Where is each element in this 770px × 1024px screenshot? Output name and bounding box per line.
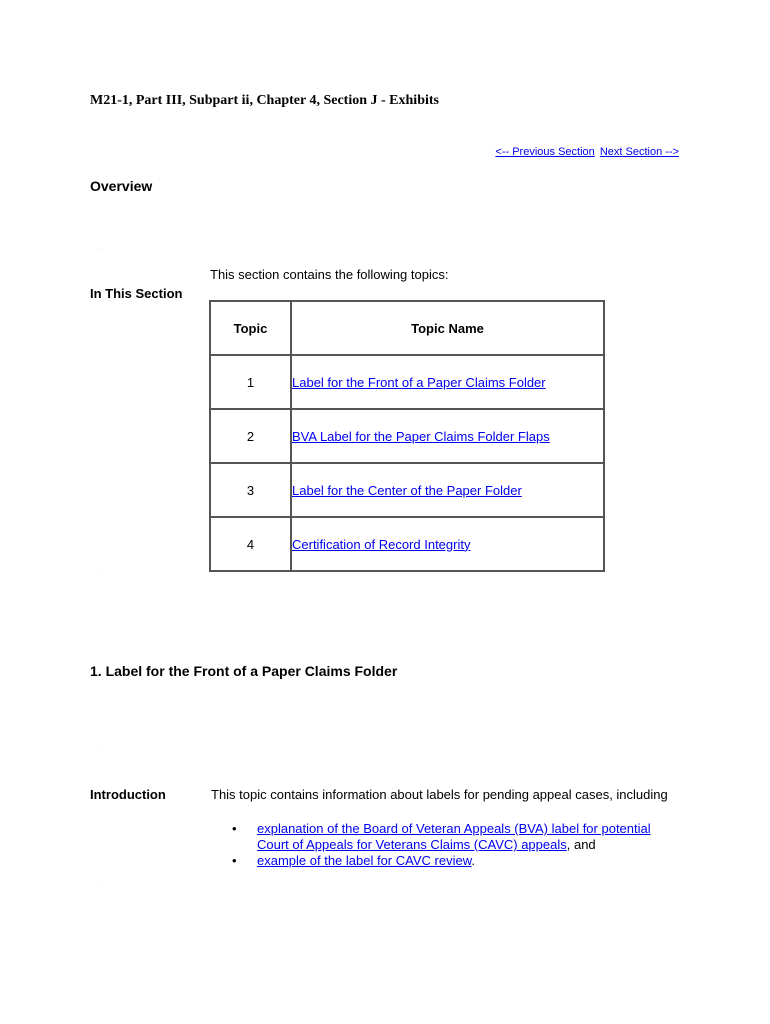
topic-number: 4 bbox=[210, 517, 291, 571]
topic-link[interactable]: Label for the Front of a Paper Claims Folder bbox=[292, 374, 546, 390]
table-row bbox=[210, 409, 604, 463]
topics-intro-text: This section contains the following topics: bbox=[210, 267, 449, 282]
separator-mark: . bbox=[100, 244, 102, 251]
separator-mark: . bbox=[100, 746, 102, 753]
topics-table bbox=[209, 300, 605, 572]
list-item-suffix: . bbox=[471, 853, 475, 868]
overview-heading: Overview bbox=[90, 178, 153, 194]
topic-name-column-header: Topic Name bbox=[291, 301, 604, 355]
link-text-line1: explanation of the Board of Veteran Appeals (BVA) label for potential bbox=[257, 821, 651, 836]
list-item-suffix: , and bbox=[566, 837, 596, 852]
topic-1-heading: 1. Label for the Front of a Paper Claims Folder bbox=[90, 663, 398, 679]
table-row bbox=[210, 517, 604, 571]
topic-number: 3 bbox=[210, 463, 291, 517]
list-item bbox=[232, 853, 651, 869]
topic-column-header: Topic bbox=[210, 301, 291, 355]
topic-name-cell bbox=[291, 517, 604, 571]
table-row bbox=[210, 463, 604, 517]
topic-name-cell bbox=[291, 409, 604, 463]
topic-link[interactable]: Label for the Center of the Paper Folder bbox=[292, 482, 522, 498]
next-section-link[interactable]: Next Section --> bbox=[599, 146, 679, 158]
topic-number: 2 bbox=[210, 409, 291, 463]
introduction-text: This topic contains information about labels for pending appeal cases, including bbox=[211, 787, 668, 802]
separator-mark: . bbox=[100, 880, 102, 887]
topic-link[interactable]: BVA Label for the Paper Claims Folder Flaps bbox=[292, 428, 550, 444]
table-row bbox=[210, 355, 604, 409]
topic-number: 1 bbox=[210, 355, 291, 409]
bullet-icon: • bbox=[232, 821, 237, 836]
topic-link[interactable]: Certification of Record Integrity bbox=[292, 536, 471, 552]
bullet-icon: • bbox=[232, 853, 237, 868]
list-item bbox=[232, 821, 651, 853]
in-this-section-label: In This Section bbox=[90, 286, 183, 301]
separator-mark: . bbox=[100, 568, 102, 575]
document-title: M21-1, Part III, Subpart ii, Chapter 4, Section J - Exhibits bbox=[90, 93, 439, 108]
section-navigation bbox=[493, 146, 679, 158]
cavc-label-example-link[interactable]: example of the label for CAVC review bbox=[257, 853, 472, 868]
introduction-label: Introduction bbox=[90, 787, 166, 802]
topic-name-cell bbox=[291, 355, 604, 409]
table-header-row bbox=[210, 301, 604, 355]
link-text-line2: Court of Appeals for Veterans Claims (CAVC) appeals bbox=[257, 837, 567, 852]
previous-section-link[interactable]: <-- Previous Section bbox=[495, 146, 595, 158]
topic-name-cell bbox=[291, 463, 604, 517]
topic-bullet-list bbox=[232, 821, 651, 869]
